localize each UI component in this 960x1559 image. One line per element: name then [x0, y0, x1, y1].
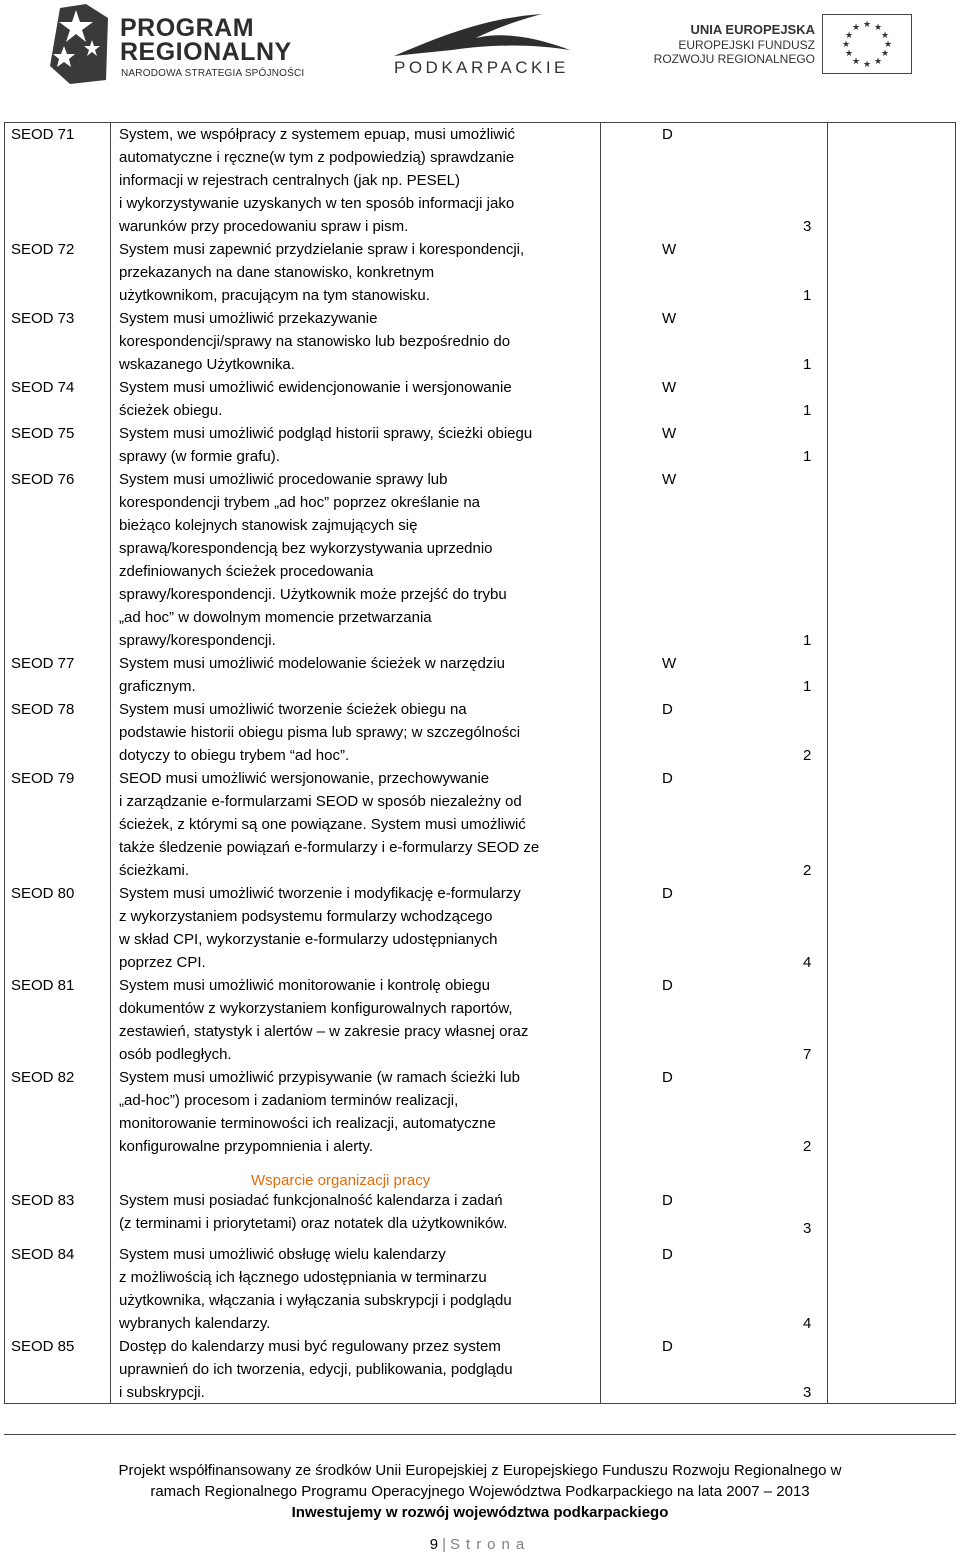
requirement-id: SEOD 77 — [11, 655, 75, 672]
requirement-id: SEOD 84 — [11, 1246, 75, 1263]
requirement-priority: 2 — [803, 862, 812, 879]
page-number-separator: | — [442, 1536, 447, 1553]
svg-text:★: ★ — [851, 57, 861, 67]
requirement-description: System musi umożliwić przypisywanie (w ramach ścieżki lub „ad-hoc”) procesom i zadaniom terminów realizacji, monitorowanie terminowości ich realizacji, automatyczne konfigurowalne przypomnienia i alerty. — [119, 1069, 520, 1155]
footer-cofinancing-line1: Projekt współfinansowany ze środków Unii Europejskiej z Europejskiego Funduszu Rozwoju Regionalnego w — [118, 1462, 842, 1479]
requirement-id: SEOD 85 — [11, 1338, 75, 1355]
requirement-type: W — [662, 379, 677, 396]
requirement-priority: 2 — [803, 1138, 812, 1155]
requirement-id: SEOD 76 — [11, 471, 75, 488]
svg-text:★: ★ — [873, 23, 883, 33]
requirement-priority: 1 — [803, 402, 812, 419]
eu-logo-line2: EUROPEJSKI FUNDUSZ — [678, 38, 815, 52]
svg-text:★: ★ — [883, 40, 893, 50]
svg-text:★: ★ — [851, 23, 861, 33]
requirement-priority: 4 — [803, 1315, 812, 1332]
requirement-description: System musi umożliwić obsługę wielu kalendarzy z możliwością ich łącznego udostępniania w terminarzu użytkownika, włączania i wyłączania subskrypcji i podglądu wybranych kalendarzy. — [119, 1246, 512, 1332]
requirement-description: System musi umożliwić tworzenie i modyfikację e-formularzy z wykorzystaniem podsystemu formularzy wchodzącego w skład CPI, wykorzystanie e-formularzy udostępnianych poprzez CPI. — [119, 885, 521, 971]
requirement-type: D — [662, 1192, 673, 1209]
requirement-description: System musi posiadać funkcjonalność kalendarza i zadań (z terminami i priorytetami) oraz notatek dla użytkowników. — [119, 1192, 508, 1232]
requirement-description: System musi umożliwić przekazywanie korespondencji/sprawy na stanowisko lub bezpośrednio do wskazanego Użytkownika. — [119, 310, 511, 373]
svg-text:★: ★ — [862, 20, 872, 30]
podkarpackie-logo — [392, 10, 572, 80]
requirement-priority: 1 — [803, 356, 812, 373]
requirement-priority: 7 — [803, 1046, 812, 1063]
requirement-priority: 1 — [803, 632, 812, 649]
requirement-id: SEOD 79 — [11, 770, 75, 787]
requirement-id: SEOD 73 — [11, 310, 75, 327]
requirement-id: SEOD 71 — [11, 126, 75, 143]
requirement-id: SEOD 82 — [11, 1069, 75, 1086]
requirement-description: System musi umożliwić monitorowanie i kontrolę obiegu dokumentów z wykorzystaniem konfigurowalnych raportów, zestawień, statystyk i alertów – w zakresie pracy własnej oraz osób podległych. — [119, 977, 529, 1063]
svg-text:★: ★ — [844, 49, 854, 59]
requirement-priority: 3 — [803, 1220, 812, 1237]
page-number-value: 9 — [429, 1536, 439, 1553]
eu-logo-line1: UNIA EUROPEJSKA — [690, 22, 815, 37]
podkarpackie-wordmark: PODKARPACKIE — [394, 58, 569, 77]
svg-text:★: ★ — [880, 49, 890, 59]
requirement-priority: 1 — [803, 448, 812, 465]
requirement-type: W — [662, 310, 677, 327]
wing-icon — [392, 10, 572, 58]
page-footer — [0, 1460, 960, 1523]
requirement-type: D — [662, 126, 673, 143]
logo-line-program: PROGRAM — [120, 14, 255, 42]
requirement-type: D — [662, 1069, 673, 1086]
page-number-label: Strona — [450, 1536, 531, 1553]
requirement-id: SEOD 78 — [11, 701, 75, 718]
svg-text:★: ★ — [880, 31, 890, 41]
requirement-priority: 3 — [803, 1384, 812, 1401]
requirement-type: D — [662, 1246, 673, 1263]
requirement-id: SEOD 83 — [11, 1192, 75, 1209]
requirement-type: D — [662, 701, 673, 718]
requirement-description: Dostęp do kalendarzy musi być regulowany przez system uprawnień do ich tworzenia, edycji, publikowania, podglądu i subskrypcji. — [119, 1338, 513, 1401]
eu-logo-line3: ROZWOJU REGIONALNEGO — [653, 52, 815, 66]
requirement-priority: 1 — [803, 287, 812, 304]
page-header — [0, 0, 960, 100]
footer-slogan: Inwestujemy w rozwój województwa podkarpackiego — [291, 1504, 669, 1521]
footer-cofinancing-line2: ramach Regionalnego Programu Operacyjnego Województwa Podkarpackiego na lata 2007 – 2013 — [150, 1483, 810, 1500]
logo-line-regionalny: REGIONALNY — [120, 38, 292, 66]
column-divider — [600, 123, 601, 1403]
requirement-type: W — [662, 471, 677, 488]
requirement-description: System musi umożliwić tworzenie ścieżek obiegu na podstawie historii obiegu pisma lub sprawy; w szczególności dotyczy to obiegu trybem “ad hoc”. — [119, 701, 521, 764]
footer-divider — [4, 1434, 956, 1435]
logo-line-strategy: NARODOWA STRATEGIA SPÓJNOŚCI — [121, 68, 305, 79]
requirement-id: SEOD 72 — [11, 241, 75, 258]
requirement-type: D — [662, 977, 673, 994]
requirement-type: D — [662, 885, 673, 902]
requirement-description: System, we współpracy z systemem epuap, musi umożliwić automatyczne i ręczne(w tym z podpowiedzią) sprawdzanie informacji w rejestrach centralnych (jak np. PESEL) i wykorzystywanie uzyskanych w ten sposób informacji jako warunków przy procedowaniu spraw i pism. — [119, 126, 515, 235]
requirement-type: W — [662, 425, 677, 442]
program-regionalny-logo — [46, 4, 306, 84]
requirement-id: SEOD 75 — [11, 425, 75, 442]
requirement-type: W — [662, 241, 677, 258]
page-number — [0, 1536, 960, 1553]
requirement-description: System musi umożliwić podgląd historii sprawy, ścieżki obiegu sprawy (w formie grafu). — [119, 425, 533, 465]
svg-text:★: ★ — [873, 57, 883, 67]
requirement-id: SEOD 81 — [11, 977, 75, 994]
eu-flag — [822, 14, 912, 74]
column-divider — [827, 123, 828, 1403]
svg-text:★: ★ — [841, 40, 851, 50]
requirement-id: SEOD 74 — [11, 379, 75, 396]
requirements-table — [4, 122, 956, 1404]
requirement-priority: 4 — [803, 954, 812, 971]
requirement-id: SEOD 80 — [11, 885, 75, 902]
column-divider — [110, 123, 111, 1403]
eu-logo — [653, 14, 935, 76]
requirement-description: SEOD musi umożliwić wersjonowanie, przechowywanie i zarządzanie e-formularzami SEOD w sposób niezależny od ścieżek, z którymi są one powiązane. System musi umożliwić także śledzenie powiązań e-formularzy i e-formularzy SEOD ze ścieżkami. — [119, 770, 540, 879]
requirement-description: System musi umożliwić ewidencjonowanie i wersjonowanie ścieżek obiegu. — [119, 379, 512, 419]
requirement-type: D — [662, 770, 673, 787]
requirement-priority: 1 — [803, 678, 812, 695]
requirement-description: System musi zapewnić przydzielanie spraw i korespondencji, przekazanych na dane stanowisko, konkretnym użytkownikom, pracującym na tym stanowisku. — [119, 241, 525, 304]
requirement-description: System musi umożliwić procedowanie sprawy lub korespondencji trybem „ad hoc” poprzez określanie na bieżąco kolejnych stanowisk zajmujących się sprawą/korespondencją bez wykorzystywania uprzednio zdefiniowanych ścieżek procedowania sprawy/korespondencji. Użytkownik może przejść do trybu „ad hoc” w dowolnym momencie przetwarzania sprawy/korespondencji. — [119, 471, 507, 649]
eu-stars-icon — [823, 15, 911, 73]
requirement-description: System musi umożliwić modelowanie ścieżek w narzędziu graficznym. — [119, 655, 505, 695]
requirement-type: W — [662, 655, 677, 672]
requirement-type: D — [662, 1338, 673, 1355]
section-heading: Wsparcie organizacji pracy — [251, 1172, 431, 1189]
requirement-priority: 3 — [803, 218, 812, 235]
star-logo-icon — [46, 4, 112, 84]
svg-text:★: ★ — [862, 60, 872, 70]
svg-text:★: ★ — [844, 31, 854, 41]
requirement-priority: 2 — [803, 747, 812, 764]
